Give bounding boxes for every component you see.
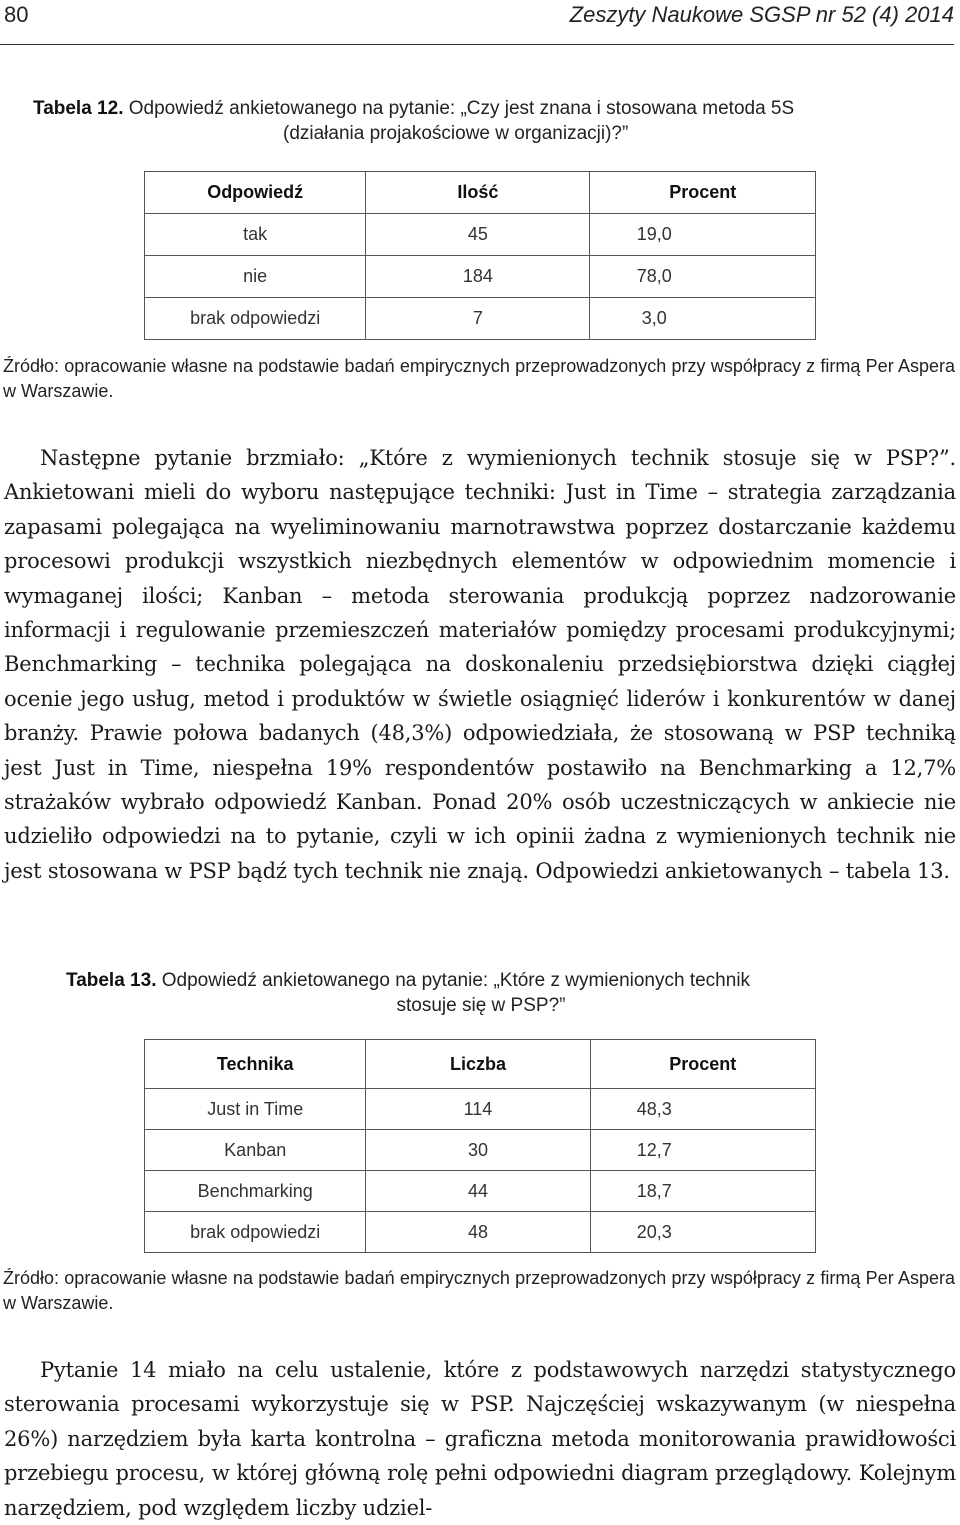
table-row xyxy=(145,214,816,256)
body-paragraph: Pytanie 14 miało na celu ustalenie, które z podstawowych narzędzi statystycznego sterowania procesami wykorzystuje się w PSP. Najczęściej wskazywanym (w niespełna 26%) narzędziem była karta kontrolna – graficzna metoda monitorowania prawidłowości przebiegu procesu, w której główną rolę pełni odpowiedni diagram przeglądowy. Kolejnym narzędziem, pod względem liczby udziel- xyxy=(4,1358,956,1520)
table-row xyxy=(145,256,816,298)
table-cell: 30 xyxy=(366,1130,590,1171)
table13-source: Źródło: opracowanie własne na podstawie badań empirycznych przeprowadzonych przy współpracy z firmą Per Aspera w Warszawie. xyxy=(3,1268,955,1313)
table-cell: Kanban xyxy=(145,1130,366,1171)
table-cell: 48,3 xyxy=(590,1089,816,1130)
table13-caption-line2: stosuje się w PSP?” xyxy=(396,995,566,1016)
table12-caption-line1: Odpowiedź ankietowanego na pytanie: „Czy jest znana i stosowana metoda 5S xyxy=(128,98,795,119)
table-row xyxy=(145,1130,816,1171)
table-row xyxy=(145,1212,816,1253)
table13-header-row xyxy=(145,1040,816,1089)
table-cell: 19,0 xyxy=(590,214,816,256)
table13-col-header: Procent xyxy=(590,1040,816,1089)
table-cell: Just in Time xyxy=(145,1089,366,1130)
page-number: 80 xyxy=(4,2,29,27)
journal-title: Zeszyty Naukowe SGSP nr 52 (4) 2014 xyxy=(569,2,954,27)
table-cell: 44 xyxy=(366,1171,590,1212)
table13-caption xyxy=(66,968,906,1018)
table-row xyxy=(145,1171,816,1212)
table12 xyxy=(144,171,816,340)
table12-col-header: Procent xyxy=(590,172,816,214)
table12-caption xyxy=(33,96,933,146)
table-cell: tak xyxy=(145,214,366,256)
table-cell: nie xyxy=(145,256,366,298)
table-cell: 48 xyxy=(366,1212,590,1253)
table12-caption-line2: (działania projakościowe w organizacji)?” xyxy=(283,123,629,144)
table-cell: brak odpowiedzi xyxy=(145,298,366,340)
table13 xyxy=(144,1039,816,1253)
table-cell: 45 xyxy=(366,214,590,256)
table13-caption-line1: Odpowiedź ankietowanego na pytanie: „Które z wymienionych technik xyxy=(161,970,751,991)
table12-source: Źródło: opracowanie własne na podstawie badań empirycznych przeprowadzonych przy współpracy z firmą Per Aspera w Warszawie. xyxy=(3,356,955,401)
table12-label: Tabela 12. xyxy=(33,98,124,119)
table-cell: 184 xyxy=(366,256,590,298)
table-cell: 20,3 xyxy=(590,1212,816,1253)
table-row xyxy=(145,1089,816,1130)
table-cell: 3,0 xyxy=(590,298,816,340)
table12-col-header: Ilość xyxy=(366,172,590,214)
table-row xyxy=(145,298,816,340)
table13-col-header: Liczba xyxy=(366,1040,590,1089)
table-cell: 7 xyxy=(366,298,590,340)
header-divider xyxy=(0,44,954,45)
page-header xyxy=(4,0,954,34)
table-cell: 12,7 xyxy=(590,1130,816,1171)
table-cell: 114 xyxy=(366,1089,590,1130)
table-cell: 78,0 xyxy=(590,256,816,298)
table13-label: Tabela 13. xyxy=(66,970,157,991)
table12-header-row xyxy=(145,172,816,214)
table12-col-header: Odpowiedź xyxy=(145,172,366,214)
table-cell: Benchmarking xyxy=(145,1171,366,1212)
body-paragraph: Następne pytanie brzmiało: „Które z wymienionych technik stosuje się w PSP?”. Ankietowani mieli do wyboru następujące techniki: Just in Time – strategia zarządzania zapasami polegająca na wyeliminowaniu marnotrawstwa poprzez dostarczanie każdemu procesowi produkcji wszystkich niezbędnych elementów w odpowiednim momencie i wymaganej ilości; Kanban – metoda sterowania produkcją poprzez nadzorowanie informacji i regulowanie przemieszczeń materiałów pomiędzy procesami produkcyjnymi; Benchmarking – technika polegająca na doskonaleniu przedsiębiorstwa dzięki ciągłej ocenie jego usług, metod i produktów w świetle osiągnięć liderów i konkurentów w danej branży. Prawie połowa badanych (48,3%) odpowiedziała, że stosowaną w PSP techniką jest Just in Time, niespełna 19% respondentów postawiło na Benchmarking a 12,7% strażaków wybrało odpowiedź Kanban. Ponad 20% osób uczestniczących w ankiecie nie udzieliło odpowiedzi na to pytanie, czyli w ich opinii żadna z wymienionych technik nie jest stosowana w PSP bądź tych technik nie znają. Odpowiedzi ankietowanych – tabela 13. xyxy=(4,446,956,883)
table13-col-header: Technika xyxy=(145,1040,366,1089)
table-cell: brak odpowiedzi xyxy=(145,1212,366,1253)
table-cell: 18,7 xyxy=(590,1171,816,1212)
